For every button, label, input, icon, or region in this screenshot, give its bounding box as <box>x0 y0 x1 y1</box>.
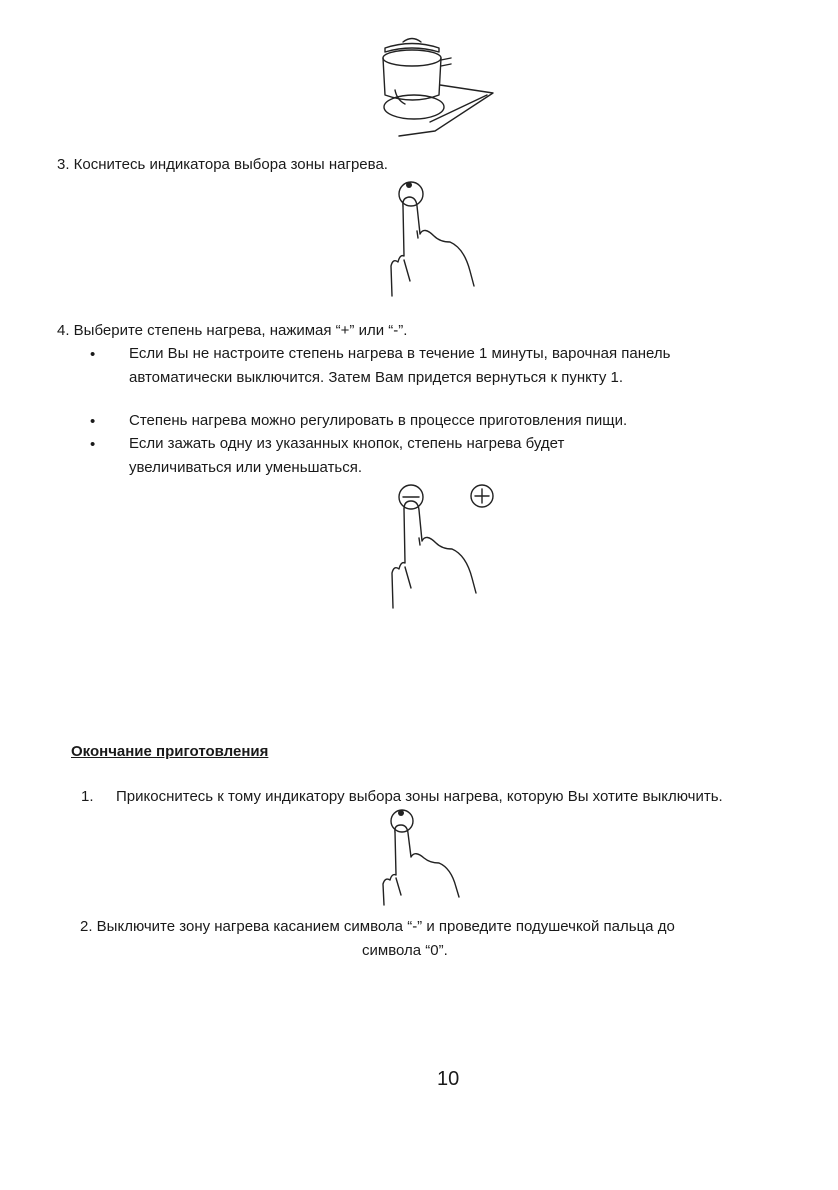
bullet-marker: • <box>90 346 96 363</box>
bullet-marker: • <box>90 436 96 453</box>
pot-on-hob-illustration <box>375 30 500 140</box>
finger-touch-zone-indicator-illustration <box>388 176 483 296</box>
page-number: 10 <box>437 1068 460 1090</box>
step-3-text: 3. Коснитесь индикатора выбора зоны нагрева. <box>57 156 388 173</box>
finish-step-1-number: 1. <box>81 788 94 805</box>
finish-step-2-line-1: 2. Выключите зону нагрева касанием символа “-” и проведите подушечкой пальца до <box>80 918 675 935</box>
bullet-item-1: Если Вы не настроите степень нагрева в течение 1 минуты, варочная панель автоматически выключится. Затем Вам придется вернуться к пункту 1. <box>129 345 671 386</box>
bullet-marker: • <box>90 413 96 430</box>
finish-step-1-text: Прикоснитесь к тому индикатору выбора зоны нагрева, которую Вы хотите выключить. <box>116 788 723 805</box>
bullet-item-2: Степень нагрева можно регулировать в процессе приготовления пищи. <box>129 412 628 429</box>
step-4-text: 4. Выберите степень нагрева, нажимая “+” или “-”. <box>57 322 408 339</box>
finish-step-2-line-2: символа “0”. <box>362 942 448 959</box>
bullet-item-3: Если зажать одну из указанных кнопок, степень нагрева будет увеличиваться или уменьшаться. <box>129 435 565 476</box>
finger-touch-minus-plus-illustration <box>392 483 502 613</box>
finger-touch-zone-off-illustration <box>378 805 473 905</box>
section-title: Окончание приготовления <box>71 743 269 760</box>
